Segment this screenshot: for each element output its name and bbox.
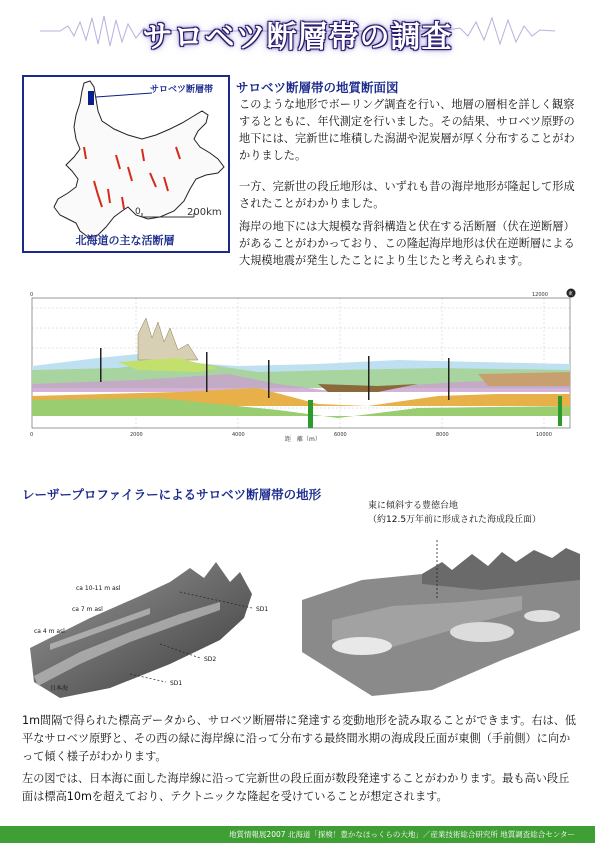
laser-heading: レーザープロファイラーによるサロベツ断層帯の地形 (22, 487, 322, 502)
x-tick-6000: 6000 (334, 432, 347, 438)
laser-paragraph-1: 1m間隔で得られた標高データから、サロベツ断層帯に発達する変動地形を読み取ることができます。右は、低平なサロベツ原野と、その西の緑に海岸線に沿って分布する最終間氷期の海成段丘面が東側（手前側）に向かって傾く様子がわかります。 (22, 714, 577, 763)
sd1-label-top: SD1 (256, 606, 269, 613)
toutoku-callout (368, 499, 541, 527)
terrace-label-2: ca 7 m asl (72, 606, 103, 613)
laser-paragraph-2: 左の図では、日本海に面した海岸線に沿って完新世の段丘面が数段発達することがわかります。最も高い段丘面は標高10mを超えており、テクトニックな隆起を受けていることが想定されます。 (22, 772, 570, 803)
callout-line-2: （約12.5万年前に形成された海成段丘面） (368, 515, 542, 525)
terrace-label-3: ca 4 m asl (34, 628, 65, 635)
terrace-label-1: ca 10-11 m asl (76, 585, 121, 592)
footer-bar (0, 826, 595, 843)
x-tick-8000: 8000 (436, 432, 449, 438)
geological-cross-section (18, 288, 578, 442)
hokkaido-outline (24, 77, 228, 251)
footer-text: 地質情報展2007 北海道「探検！豊かなほっくらの大地」／産業技術総合研究所 地質調査総合センター (228, 830, 575, 839)
hokkaido-fault-map (22, 75, 230, 253)
x-top-tick-12000: 12000 (532, 292, 548, 298)
x-tick-4000: 4000 (232, 432, 245, 438)
right-terrain-image (302, 540, 580, 700)
x-axis-label: 距 離（m） (285, 436, 321, 443)
section-paragraph-1: このような地形でボーリング調査を行い、地層の層相を詳しく観察するとともに、年代測定を行いました。その結果、サロベツ原野の地下には、完新世に堆積した潟湖や泥炭層が厚く分布することがわかりました。 (239, 98, 575, 162)
sd2-label: SD2 (204, 656, 217, 663)
x-tick-0: 0 (30, 432, 34, 438)
section-heading: サロベツ断層帯の地質断面図 (236, 80, 399, 95)
east-marker: 東 (568, 291, 574, 297)
sea-label: 日本海 (50, 685, 69, 692)
scale-distance-label: 200km (187, 207, 222, 218)
callout-line-1: 東に傾斜する豊徳台地 (368, 501, 459, 511)
x-tick-2000: 2000 (130, 432, 143, 438)
x-top-tick-0: 0 (30, 292, 34, 298)
sarobetsu-fault-marker (88, 91, 94, 105)
section-paragraph-3: 海岸の地下には大規模な背斜構造と伏在する活断層（伏在逆断層）があることがわかっており、この隆起海岸地形は伏在逆断層による大規模地震が発生したことにより生じたと考えられます。 (239, 220, 575, 267)
sd1-label-bottom: SD1 (170, 680, 183, 687)
map-caption: 北海道の主な活断層 (75, 234, 175, 247)
page-title: サロベツ断層帯の調査 (142, 20, 453, 55)
sarobetsu-map-label: サロベツ断層帯 (150, 85, 214, 95)
scale-zero-label: 0 (135, 207, 141, 217)
x-tick-10000: 10000 (536, 432, 552, 438)
section-paragraph-2: 一方、完新世の段丘地形は、いずれも昔の海岸地形が隆起して形成されたことがわかりました。 (239, 180, 575, 210)
